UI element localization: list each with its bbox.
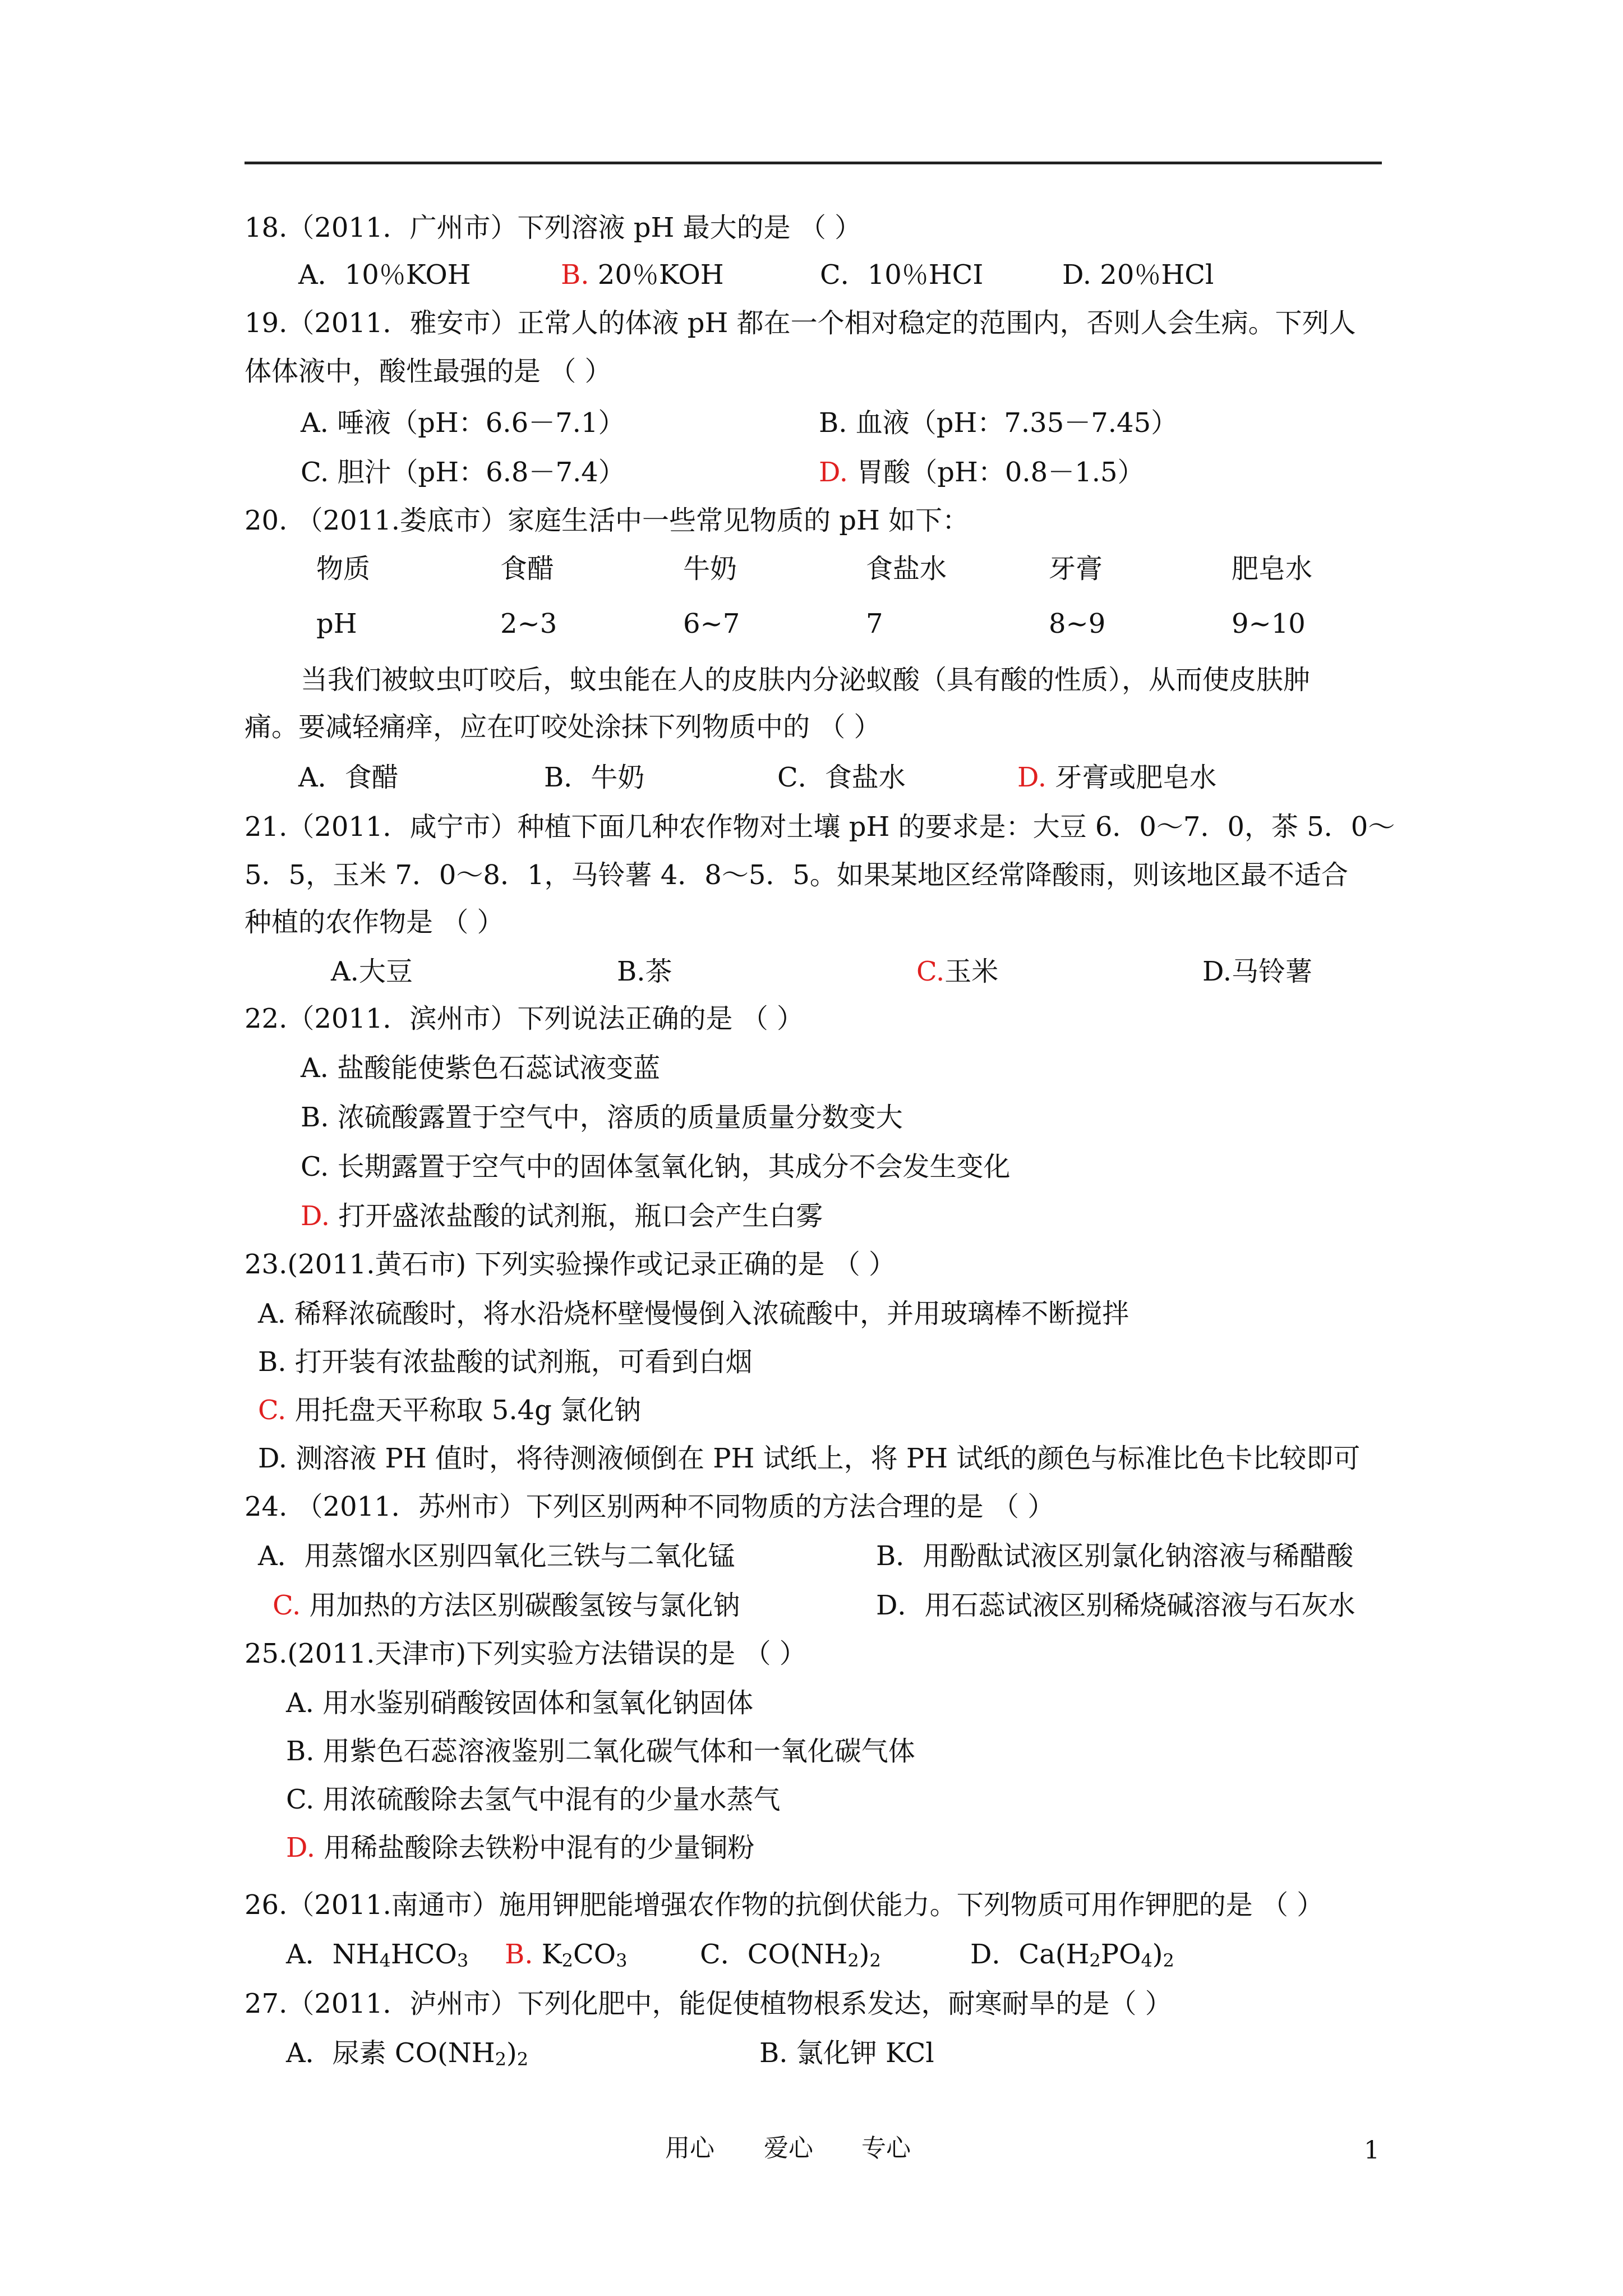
header-rule bbox=[245, 162, 1382, 164]
q20-stem-line3: 当我们被蚊虫叮咬后，蚊虫能在人的皮肤内分泌蚁酸（具有酸的性质），从而使皮肤肿 bbox=[301, 664, 1311, 696]
q19-stem-line2: 体体液中，酸性最强的是 （ ） bbox=[245, 356, 612, 387]
q18-option-d: D. 20％HCl bbox=[1062, 259, 1214, 291]
q23-option-c: C. 用托盘天平称取 5.4g 氯化钠 bbox=[258, 1395, 642, 1426]
q19-option-d: D. 胃酸（pH：0.8－1.5） bbox=[819, 457, 1145, 488]
q20-table-cell-0: pH bbox=[316, 608, 357, 639]
q21-stem-line3: 种植的农作物是 （ ） bbox=[245, 907, 504, 938]
q20-table-cell-5: 9~10 bbox=[1232, 608, 1306, 639]
footer-motto-1: 用心 bbox=[665, 2134, 714, 2162]
q20-table-cell-3: 7 bbox=[866, 608, 883, 639]
q21-stem-line1: 21.（2011．咸宁市）种植下面几种农作物对土壤 pH 的要求是：大豆 6．0～7．0，茶 5．0～ bbox=[245, 811, 1395, 843]
answer-mark: B. bbox=[561, 259, 589, 291]
q26-stem: 26.（2011.南通市）施用钾肥能增强农作物的抗倒伏能力。下列物质可用作钾肥的是 （ ） bbox=[245, 1889, 1324, 1921]
answer-mark: C. bbox=[916, 956, 945, 987]
q26-option-d: D．$Ca(H_2PO_4)_2$ bbox=[970, 1939, 1174, 1971]
q19-stem-line1: 19.（2011．雅安市）正常人的体液 pH 都在一个相对稳定的范围内，否则人会生病。下列人 bbox=[245, 307, 1356, 339]
q18-option-b: B. 20％KOH bbox=[561, 259, 724, 291]
q20-table-head-3: 食盐水 bbox=[866, 553, 947, 585]
q23-stem: 23.(2011.黄石市) 下列实验操作或记录正确的是 （ ） bbox=[245, 1249, 896, 1280]
q20-table-head-4: 牙膏 bbox=[1049, 553, 1103, 585]
q20-option-a: A．食醋 bbox=[298, 762, 399, 793]
q24-stem: 24. （2011．苏州市）下列区别两种不同物质的方法合理的是 （ ） bbox=[245, 1491, 1055, 1522]
q26-option-a: A．$NH_4HCO_3$ bbox=[286, 1939, 469, 1971]
q25-option-c: C. 用浓硫酸除去氢气中混有的少量水蒸气 bbox=[286, 1784, 781, 1815]
q24-option-b: B．用酚酞试液区别氯化钠溶液与稀醋酸 bbox=[876, 1540, 1354, 1572]
q22-option-d: D. 打开盛浓盐酸的试剂瓶，瓶口会产生白雾 bbox=[301, 1200, 823, 1232]
answer-mark: D. bbox=[1017, 762, 1047, 793]
answer-mark: B. bbox=[505, 1939, 533, 1970]
footer-motto-2: 爱心 bbox=[764, 2134, 813, 2162]
q20-table-head-5: 肥皂水 bbox=[1232, 553, 1313, 585]
answer-mark: C. bbox=[273, 1590, 301, 1621]
q26-option-b: B. $K_2CO_3$ bbox=[505, 1939, 628, 1971]
answer-mark: D. bbox=[301, 1200, 330, 1232]
q22-option-a: A. 盐酸能使紫色石蕊试液变蓝 bbox=[301, 1052, 661, 1084]
q21-option-d: D.马铃薯 bbox=[1202, 956, 1313, 987]
q24-option-a: A．用蒸馏水区别四氧化三铁与二氧化锰 bbox=[258, 1540, 735, 1572]
q22-option-c: C. 长期露置于空气中的固体氢氧化钠，其成分不会发生变化 bbox=[301, 1151, 1011, 1182]
q18-option-c: C．10％HCI bbox=[820, 259, 984, 291]
q27-stem: 27.（2011．泸州市）下列化肥中，能促使植物根系发达，耐寒耐旱的是（ ） bbox=[245, 1988, 1172, 2019]
answer-mark: D. bbox=[819, 457, 849, 488]
q25-option-d: D. 用稀盐酸除去铁粉中混有的少量铜粉 bbox=[286, 1832, 755, 1864]
answer-mark: C. bbox=[258, 1395, 287, 1426]
q20-option-c: C．食盐水 bbox=[777, 762, 906, 793]
q25-option-a: A. 用水鉴别硝酸铵固体和氢氧化钠固体 bbox=[286, 1687, 754, 1719]
footer-motto-3: 专心 bbox=[861, 2134, 911, 2162]
q20-table-cell-1: 2~3 bbox=[500, 608, 557, 639]
q21-stem-line2: 5．5，玉米 7．0～8．1，马铃薯 4．8～5．5。如果某地区经常降酸雨，则该地区最不适合 bbox=[245, 859, 1348, 891]
page-number: 1 bbox=[1364, 2136, 1380, 2165]
q24-option-d: D．用石蕊试液区别稀烧碱溶液与石灰水 bbox=[876, 1590, 1355, 1621]
q27-option-a: A．尿素 $CO(NH_2)_2$ bbox=[286, 2037, 529, 2070]
q22-option-b: B. 浓硫酸露置于空气中，溶质的质量质量分数变大 bbox=[301, 1102, 903, 1133]
q20-stem: 20. （2011.娄底市）家庭生活中一些常见物质的 pH 如下： bbox=[245, 505, 970, 536]
q21-option-a: A.大豆 bbox=[331, 956, 413, 987]
q19-option-c: C. 胆汁（pH：6.8－7.4） bbox=[301, 457, 625, 488]
q20-table-head-2: 牛奶 bbox=[683, 553, 737, 585]
q20-option-b: B．牛奶 bbox=[544, 762, 645, 793]
q26-option-c: C．$CO(NH_2)_2$ bbox=[700, 1939, 881, 1971]
q20-table-cell-4: 8~9 bbox=[1049, 608, 1106, 639]
q20-table-head-1: 食醋 bbox=[500, 553, 555, 585]
q19-option-b: B. 血液（pH：7.35－7.45） bbox=[819, 407, 1178, 439]
q27-option-b: B. 氯化钾 KCl bbox=[759, 2037, 934, 2069]
q25-option-b: B. 用紫色石蕊溶液鉴别二氧化碳气体和一氧化碳气体 bbox=[286, 1736, 915, 1767]
q23-option-b: B. 打开装有浓盐酸的试剂瓶，可看到白烟 bbox=[258, 1346, 753, 1378]
q20-option-d: D. 牙膏或肥皂水 bbox=[1017, 762, 1217, 793]
q20-table-head-0: 物质 bbox=[316, 553, 371, 585]
q20-table-cell-2: 6~7 bbox=[683, 608, 740, 639]
q21-option-b: B.茶 bbox=[617, 956, 672, 987]
q23-option-a: A. 稀释浓硫酸时，将水沿烧杯壁慢慢倒入浓硫酸中，并用玻璃棒不断搅拌 bbox=[258, 1298, 1129, 1329]
q18-stem: 18.（2011．广州市）下列溶液 pH 最大的是 （ ） bbox=[245, 212, 862, 243]
q24-option-c: C. 用加热的方法区别碳酸氢铵与氯化钠 bbox=[273, 1590, 740, 1621]
answer-mark: D. bbox=[286, 1832, 316, 1864]
q25-stem: 25.(2011.天津市)下列实验方法错误的是 （ ） bbox=[245, 1638, 806, 1669]
q22-stem: 22.（2011．滨州市）下列说法正确的是 （ ） bbox=[245, 1003, 804, 1034]
q21-option-c: C.玉米 bbox=[916, 956, 999, 987]
q20-stem-line4: 痛。要减轻痛痒，应在叮咬处涂抹下列物质中的 （ ） bbox=[245, 711, 881, 743]
q19-option-a: A. 唾液（pH：6.6－7.1） bbox=[301, 407, 625, 439]
q18-option-a: A．10％KOH bbox=[298, 259, 471, 291]
q23-option-d: D. 测溶液 PH 值时，将待测液倾倒在 PH 试纸上，将 PH 试纸的颜色与标准比色卡比较即可 bbox=[258, 1443, 1361, 1474]
